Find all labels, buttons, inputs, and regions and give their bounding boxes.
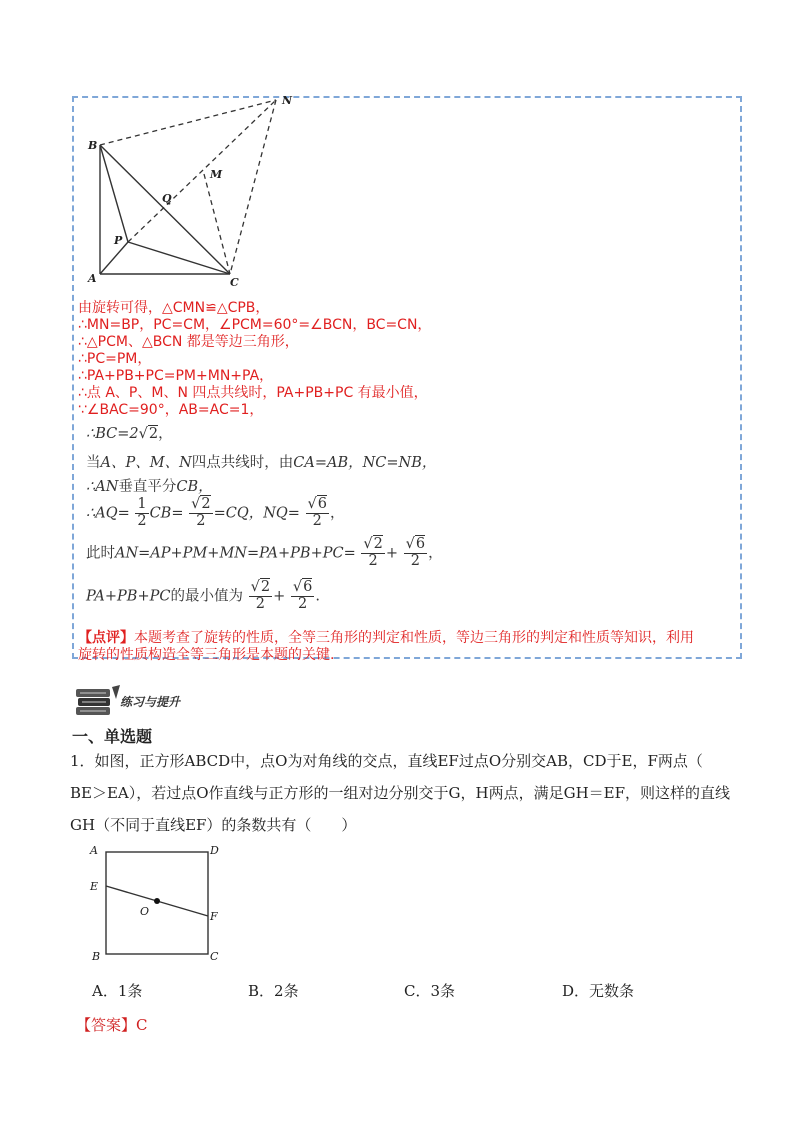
option-b[interactable]: [248, 980, 299, 1001]
label-A: A: [88, 272, 97, 285]
numerator: 2: [260, 579, 271, 595]
answer: [76, 1014, 148, 1035]
math-text: 四点共线时，由: [191, 455, 294, 471]
denominator: 2: [255, 595, 265, 612]
math-text: 此时: [86, 545, 115, 562]
question-line-1: 1．如图，正方形ABCD中，点O为对角线的交点，直线EF过点O分别交AB，CD于E，F两点（: [70, 752, 703, 770]
option-key: C．: [404, 982, 431, 1000]
math-text: CB，: [176, 479, 213, 495]
figure-rotation-diagram: [80, 92, 300, 292]
math-text: AN=AP+PM+MN=PA+PB+PC=: [115, 545, 356, 562]
math-text: ∴AN: [86, 479, 119, 495]
solution-line-7: ∵∠BAC=90°，AB=AC=1，: [78, 402, 264, 418]
solution-line-4: ∴PC=PM，: [78, 351, 152, 367]
math-text: 当: [86, 455, 101, 471]
label-N: N: [282, 94, 293, 107]
banner-label: 练习与提升: [120, 695, 181, 709]
math-text: ∴AQ=: [86, 505, 130, 522]
math-text: A、P、M、N: [100, 455, 192, 471]
practice-banner: [74, 685, 194, 719]
figure-square-diagram: [86, 840, 236, 970]
question-line-3: GH（不同于直线EF）的条数共有（ ）: [70, 816, 357, 834]
numerator: 6: [317, 496, 328, 512]
label-M: M: [210, 168, 223, 181]
label-Q: Q: [162, 192, 172, 205]
fraction: $\frac{√6}{2}$: [292, 579, 313, 612]
math-text: ∴BC=2: [86, 426, 139, 442]
label-O: O: [140, 905, 150, 918]
math-text: =CQ，NQ=: [213, 505, 300, 522]
denominator: 2: [368, 552, 378, 569]
math-line-min: [86, 580, 320, 613]
label-C: C: [210, 950, 219, 963]
fraction: $\frac{√2}{2}$: [250, 579, 271, 612]
option-d[interactable]: [562, 980, 634, 1001]
math-text: 垂直平分: [118, 479, 177, 495]
numerator: 6: [303, 579, 313, 595]
math-text: 的最小值为: [170, 588, 243, 605]
math-line-bc: ∴BC=2√2，: [86, 426, 173, 442]
fraction: $\frac{√6}{2}$: [405, 536, 426, 569]
fraction: $\frac{√2}{2}$: [191, 496, 211, 529]
math-line-perp: [86, 475, 213, 496]
question-line-2: BE＞EA），若过点O作直线与正方形的一组对边分别交于G，H两点，满足GH＝EF，则这样的直线: [70, 784, 731, 802]
denominator: 2: [312, 512, 322, 529]
label-B: B: [88, 139, 98, 152]
math-line-an: [86, 537, 443, 570]
option-key: A．: [92, 982, 118, 1000]
review-tag: 【点评】: [78, 630, 134, 646]
review-text: 本题考查了旋转的性质，全等三角形的判定和性质，等边三角形的判定和性质等知识，利用: [134, 630, 694, 646]
solution-line-3: ∴△PCM、△BCN 都是等边三角形，: [78, 334, 299, 350]
fraction: $\frac{√6}{2}$: [307, 496, 328, 529]
math-text: +: [385, 545, 398, 562]
label-D: D: [210, 844, 219, 857]
denominator: 2: [137, 512, 147, 529]
denominator: 2: [196, 512, 206, 529]
option-text: 无数条: [589, 982, 635, 1000]
denominator: 2: [410, 552, 420, 569]
math-text: ，: [158, 426, 173, 442]
denominator: 2: [297, 595, 308, 612]
review-line-2: 旋转的性质构造全等三角形是本题的关键.: [78, 647, 335, 663]
label-E: E: [90, 880, 99, 893]
answer-tag: 【答案】: [76, 1016, 137, 1034]
label-A: A: [90, 844, 98, 857]
math-text: CA=AB，NC=NB，: [293, 455, 437, 471]
math-text: PA+PB+PC: [86, 588, 171, 605]
math-text: ，: [428, 545, 443, 562]
solution-line-6: ∴点 A、P、M、N 四点共线时，PA+PB+PC 有最小值，: [78, 385, 428, 401]
label-C: C: [230, 276, 239, 289]
option-key: B．: [248, 982, 275, 1000]
label-B: B: [92, 950, 101, 963]
solution-line-5: ∴PA+PB+PC=PM+MN+PA，: [78, 368, 274, 384]
fraction: [135, 497, 148, 530]
solution-line-2: ∴MN=BP，PC=CM，∠PCM=60°=∠BCN，BC=CN，: [78, 317, 432, 333]
fraction: $\frac{√2}{2}$: [363, 536, 383, 569]
math-text: ，: [330, 505, 345, 522]
option-text: 1条: [117, 982, 143, 1000]
answer-value: C: [136, 1016, 148, 1034]
math-line-collinear: [86, 451, 436, 472]
option-c[interactable]: [404, 980, 455, 1001]
numerator: 2: [373, 536, 383, 552]
math-radicand: 2: [148, 426, 159, 442]
numerator: 2: [201, 496, 211, 512]
label-P: P: [114, 234, 123, 247]
option-text: 3条: [430, 982, 456, 1000]
math-text: +: [273, 588, 286, 605]
math-text: CB=: [149, 505, 184, 522]
math-text: .: [315, 588, 320, 605]
solution-line-1: 由旋转可得，△CMN≌△CPB，: [78, 300, 270, 316]
option-a[interactable]: [92, 980, 142, 1001]
math-line-aq: [86, 497, 345, 530]
option-key: D．: [562, 982, 590, 1000]
label-F: F: [210, 910, 218, 923]
option-text: 2条: [274, 982, 299, 1000]
section-title: 一、单选题: [72, 727, 153, 746]
numerator: 6: [415, 536, 426, 552]
books-icon: [74, 685, 124, 719]
numerator: 1: [137, 496, 147, 512]
